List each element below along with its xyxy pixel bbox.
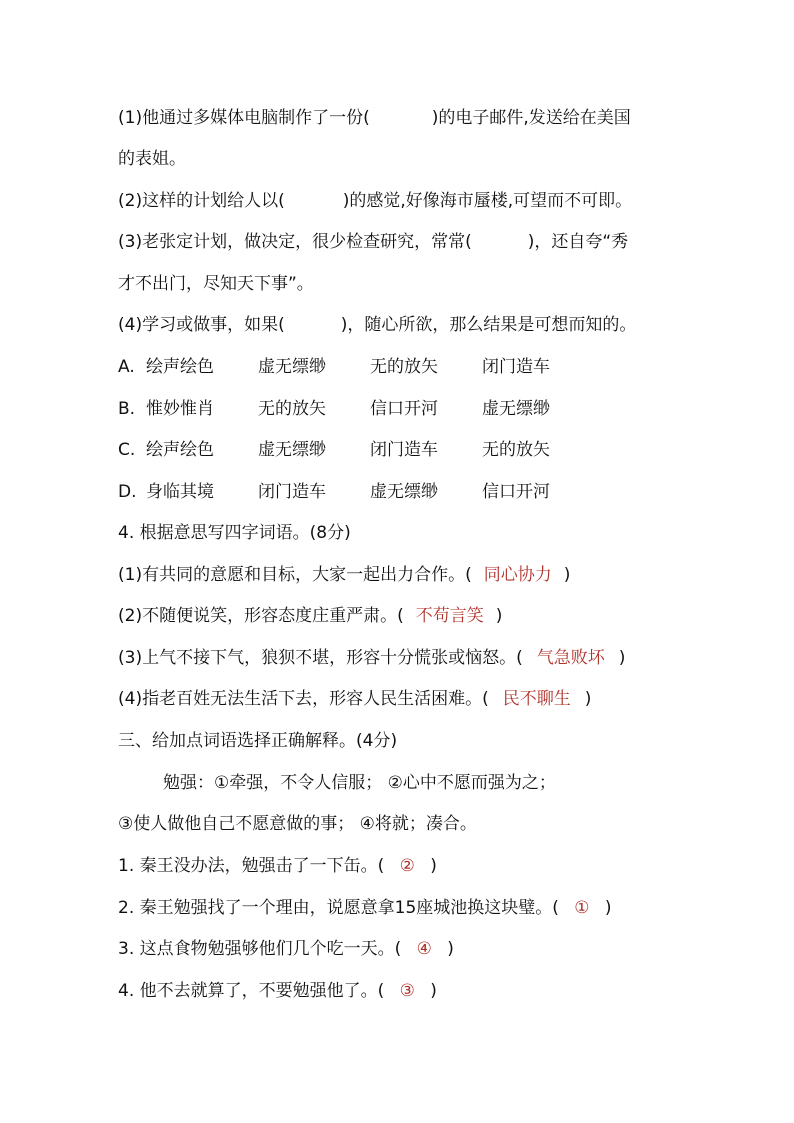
- q3-s4-text-a: (4)学习或做事，如果(: [118, 315, 285, 335]
- option-word: 闭门造车: [370, 440, 438, 460]
- q3-s3-text-b: )，还自夸“秀: [527, 232, 629, 252]
- q3-s4-text-b: )，随心所欲，那么结果是可想而知的。: [340, 315, 637, 335]
- q4-item-4: [118, 687, 686, 711]
- option-c: [118, 438, 686, 462]
- q3-s1-text-c: 的表姐。: [118, 149, 186, 169]
- option-word: 闭门造车: [258, 482, 326, 502]
- q4-item-text: (4)指老百姓无法生活下去，形容人民生活困难。(: [118, 689, 489, 709]
- section3-item-close: ): [430, 981, 437, 1001]
- section3-item-3: [118, 937, 686, 961]
- section3-item-text: 4. 他不去就算了，不要勉强他了。(: [118, 981, 385, 1001]
- option-word: 信口开河: [482, 482, 550, 502]
- q4-item-answer: 民不聊生: [502, 689, 571, 709]
- section3-item-text: 3. 这点食物勉强够他们几个吃一天。(: [118, 939, 402, 959]
- q4-item-answer: 同心协力: [483, 565, 552, 585]
- q3-sentence-1: [118, 106, 686, 130]
- section3-item-4: [118, 979, 686, 1003]
- section3-item-2: [118, 896, 686, 920]
- section3-definition-2: ③使人做他自己不愿意做的事； ④将就；凑合。: [118, 814, 477, 834]
- q4-item-text: (3)上气不接下气，狼狈不堪，形容十分慌张或恼怒。(: [118, 648, 523, 668]
- q4-item-answer: 不苟言笑: [415, 606, 484, 626]
- option-word: 惟妙惟肖: [146, 399, 214, 419]
- q3-sentence-3-cont: [118, 272, 686, 296]
- q3-s2-text-b: )的感觉,好像海市蜃楼,可望而不可即。: [342, 191, 633, 211]
- q4-item-close: ): [584, 689, 592, 709]
- option-word: 绘声绘色: [146, 357, 214, 377]
- section3-item-close: ): [430, 856, 437, 876]
- option-word: 信口开河: [370, 399, 438, 419]
- option-word: 虚无缥缈: [370, 482, 438, 502]
- q4-item-answer: 气急败坏: [536, 648, 605, 668]
- q4-item-close: ): [495, 606, 503, 626]
- option-label: B.: [118, 399, 136, 419]
- q4-item-text: (2)不随便说笑，形容态度庄重严肃。(: [118, 606, 404, 626]
- q3-sentence-4: [118, 313, 686, 337]
- q4-item-close: ): [563, 565, 571, 585]
- section3-item-text: 2. 秦王勉强找了一个理由，说愿意拿15座城池换这块璧。(: [118, 898, 559, 918]
- q3-sentence-1-cont: [118, 147, 686, 171]
- option-label: C.: [118, 440, 136, 460]
- q3-sentence-3: [118, 230, 686, 254]
- q4-heading: 4. 根据意思写四字词语。(8分): [118, 523, 351, 543]
- option-label: A.: [118, 357, 135, 377]
- option-word: 虚无缥缈: [258, 357, 326, 377]
- option-a: [118, 355, 686, 379]
- option-label: D.: [118, 482, 137, 502]
- option-word: 无的放矢: [258, 399, 326, 419]
- section3-item-text: 1. 秦王没办法，勉强击了一下缶。(: [118, 856, 385, 876]
- option-word: 无的放矢: [370, 357, 438, 377]
- section3-item-close: ): [447, 939, 454, 959]
- option-word: 身临其境: [146, 482, 214, 502]
- q4-item-1: [118, 563, 686, 587]
- option-word: 虚无缥缈: [482, 399, 550, 419]
- q4-item-text: (1)有共同的意愿和目标，大家一起出力合作。(: [118, 565, 472, 585]
- section3-item-1: [118, 854, 686, 878]
- section3-item-answer: ④: [416, 939, 432, 959]
- section3-item-answer: ③: [399, 981, 415, 1001]
- option-word: 无的放矢: [482, 440, 550, 460]
- q4-item-2: [118, 604, 686, 628]
- section3-item-answer: ②: [399, 856, 415, 876]
- section3-definition-1: 勉强：①牵强，不令人信服； ②心中不愿而强为之；: [163, 773, 556, 793]
- option-word: 虚无缥缈: [258, 440, 326, 460]
- q4-item-3: [118, 646, 686, 670]
- section3-item-close: ): [604, 898, 612, 918]
- q3-s1-text-b: )的电子邮件,发送给在美国: [431, 108, 631, 128]
- option-b: [118, 397, 686, 421]
- option-d: [118, 480, 686, 504]
- q3-sentence-2: [118, 189, 686, 213]
- option-word: 闭门造车: [482, 357, 550, 377]
- section3-heading: 三、给加点词语选择正确解释。(4分): [118, 731, 398, 751]
- q4-item-close: ): [618, 648, 626, 668]
- section3-item-answer: ①: [574, 898, 590, 918]
- q3-s3-text-c: 才不出门，尽知天下事”。: [118, 274, 314, 294]
- q3-s2-text-a: (2)这样的计划给人以(: [118, 191, 285, 211]
- option-word: 绘声绘色: [146, 440, 214, 460]
- q3-s3-text-a: (3)老张定计划，做决定，很少检查研究，常常(: [118, 232, 472, 252]
- q3-s1-text-a: (1)他通过多媒体电脑制作了一份(: [118, 108, 370, 128]
